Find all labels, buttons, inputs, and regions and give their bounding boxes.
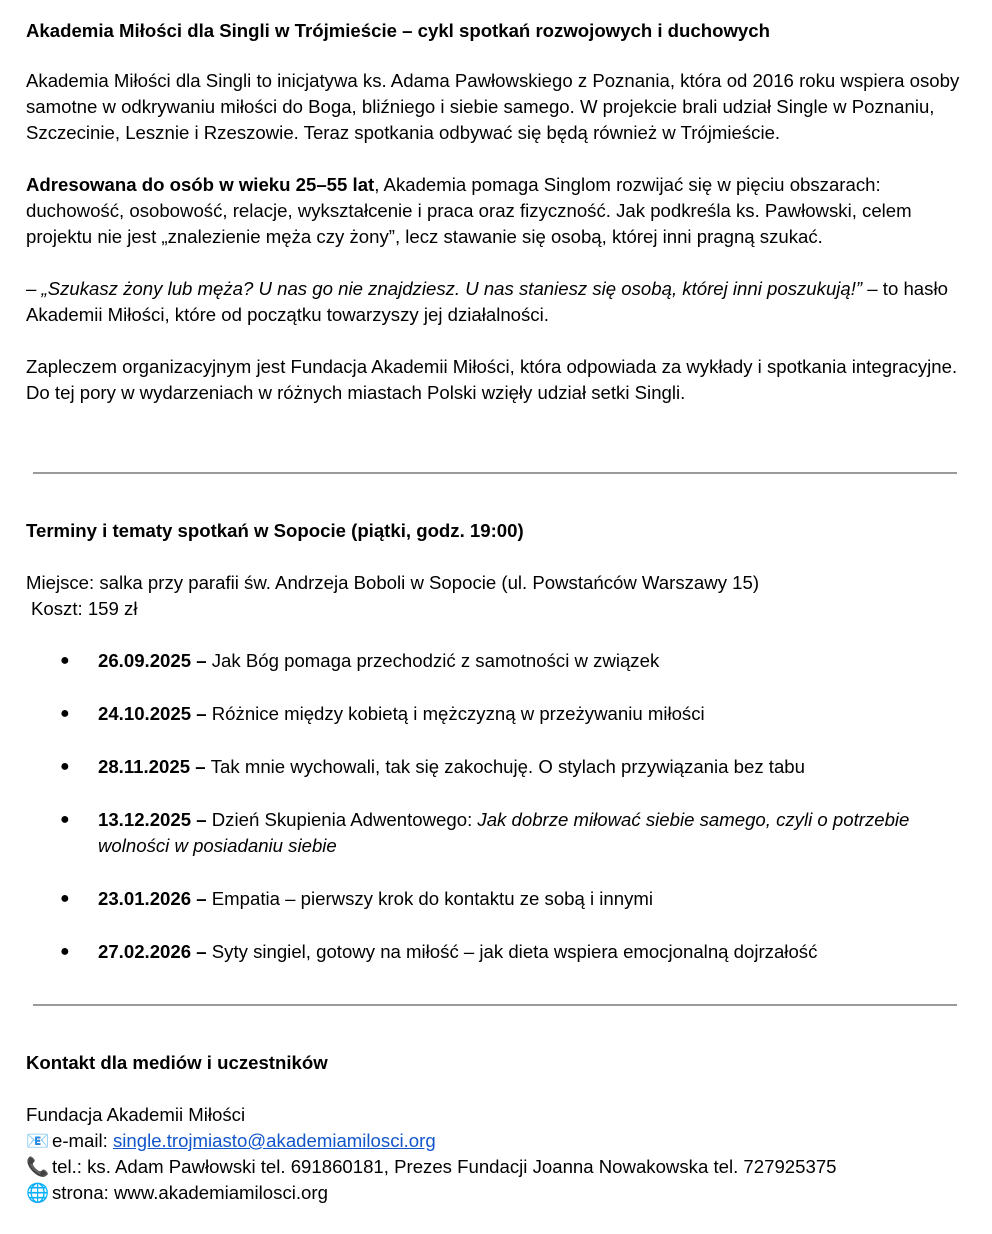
motto-text: – to hasło Akademii Miłości, które od początku towarzyszy jej działalności. — [26, 278, 948, 325]
contact-email-line — [26, 1128, 972, 1154]
contact-section — [26, 1050, 972, 1206]
bullet-icon: ● — [60, 890, 70, 907]
schedule-cost: Koszt: 159 zł — [31, 598, 138, 619]
contact-heading: Kontakt dla mediów i uczestników — [26, 1052, 328, 1073]
motto-paragraph — [26, 276, 972, 328]
event-topic: Dzień Skupienia Adwentowego: — [211, 809, 478, 830]
event-date: 13.12.2025 — [98, 809, 192, 830]
event-separator: – — [191, 941, 212, 962]
event-separator: – — [191, 888, 212, 909]
audience-bold: Adresowana do osób w wieku 25–55 lat — [26, 174, 375, 195]
event-topic: Tak mnie wychowali, tak się zakochuję. O stylach przywiązania bez tabu — [210, 756, 805, 777]
article — [26, 18, 972, 432]
event-item — [26, 754, 972, 780]
contact-phone: tel.: ks. Adam Pawłowski tel. 691860181, Prezes Fundacji Joanna Nowakowska tel. 727925375 — [52, 1156, 837, 1177]
event-separator: – — [191, 650, 212, 671]
event-separator: – — [191, 809, 212, 830]
bullet-icon: ● — [60, 758, 70, 775]
event-topic: Syty singiel, gotowy na miłość – jak dieta wspiera emocjonalną dojrzałość — [211, 941, 818, 962]
event-date: 28.11.2025 — [98, 756, 191, 777]
contact-web: strona: www.akademiamilosci.org — [52, 1182, 328, 1203]
organizer-paragraph: Zapleczem organizacyjnym jest Fundacja Akademii Miłości, która odpowiada za wykłady i spotkania integracyjne. Do tej pory w wydarzeniach w różnych miastach Polski wzięły udział setki Singli. — [26, 356, 958, 403]
email-icon: 📧 — [26, 1130, 50, 1151]
event-separator: – — [191, 703, 212, 724]
schedule-place: Miejsce: salka przy parafii św. Andrzeja Boboli w Sopocie (ul. Powstańców Warszawy 15) — [26, 572, 760, 593]
article-title: Akademia Miłości dla Singli w Trójmieście – cykl spotkań rozwojowych i duchowych — [26, 20, 770, 41]
event-topic: Różnice między kobietą i mężczyzną w przeżywaniu miłości — [211, 703, 705, 724]
event-topic: Jak Bóg pomaga przechodzić z samotności w związek — [211, 650, 660, 671]
contact-web-line — [26, 1180, 972, 1206]
divider — [33, 1004, 957, 1006]
bullet-icon: ● — [60, 943, 70, 960]
contact-org: Fundacja Akademii Miłości — [26, 1104, 246, 1125]
event-date: 23.01.2026 — [98, 888, 192, 909]
event-item — [26, 886, 972, 912]
email-label: e-mail: — [52, 1130, 113, 1151]
event-item — [26, 701, 972, 727]
event-date: 26.09.2025 — [98, 650, 192, 671]
contact-phone-line — [26, 1154, 972, 1180]
event-date: 24.10.2025 — [98, 703, 192, 724]
audience-paragraph — [26, 172, 972, 250]
event-topic: Empatia – pierwszy krok do kontaktu ze sobą i innymi — [211, 888, 654, 909]
event-item — [26, 648, 972, 674]
event-list — [26, 648, 972, 965]
intro-paragraph: Akademia Miłości dla Singli to inicjatywa ks. Adama Pawłowskiego z Poznania, która od 2016 roku wspiera osoby samotne w odkrywaniu miłości do Boga, bliźniego i siebie samego. W projekcie brali udział Single w Poznaniu, Szczecinie, Lesznie i Rzeszowie. Teraz spotkania odbywać się będą również w Trójmieście. — [26, 70, 960, 143]
event-topic-italic: Jak dobrze miłować siebie samego, czyli o potrzebie wolności w posiadaniu siebie — [98, 809, 910, 856]
event-item — [26, 807, 972, 859]
event-item — [26, 939, 972, 965]
schedule-section — [26, 518, 972, 992]
motto-quote: – „Szukasz żony lub męża? U nas go nie znajdziesz. U nas staniesz się osobą, której inni poszukują!” — [26, 278, 863, 299]
bullet-icon: ● — [60, 811, 70, 828]
schedule-heading: Terminy i tematy spotkań w Sopocie (piątki, godz. 19:00) — [26, 520, 524, 541]
divider — [33, 472, 957, 474]
event-date: 27.02.2026 — [98, 941, 192, 962]
bullet-icon: ● — [60, 652, 70, 669]
event-separator: – — [190, 756, 211, 777]
phone-icon: 📞 — [26, 1156, 50, 1177]
globe-icon: 🌐 — [26, 1182, 50, 1203]
audience-text: , Akademia pomaga Singlom rozwijać się w pięciu obszarach: duchowość, osobowość, relacje, wykształcenie i praca oraz fizyczność. Jak podkreśla ks. Pawłowski, celem projektu nie jest „znalezienie męża czy żony”, lecz stawanie się osobą, której inni pragną szukać. — [26, 174, 912, 247]
email-link[interactable]: single.trojmiasto@akademiamilosci.org — [112, 1130, 436, 1151]
bullet-icon: ● — [60, 705, 70, 722]
